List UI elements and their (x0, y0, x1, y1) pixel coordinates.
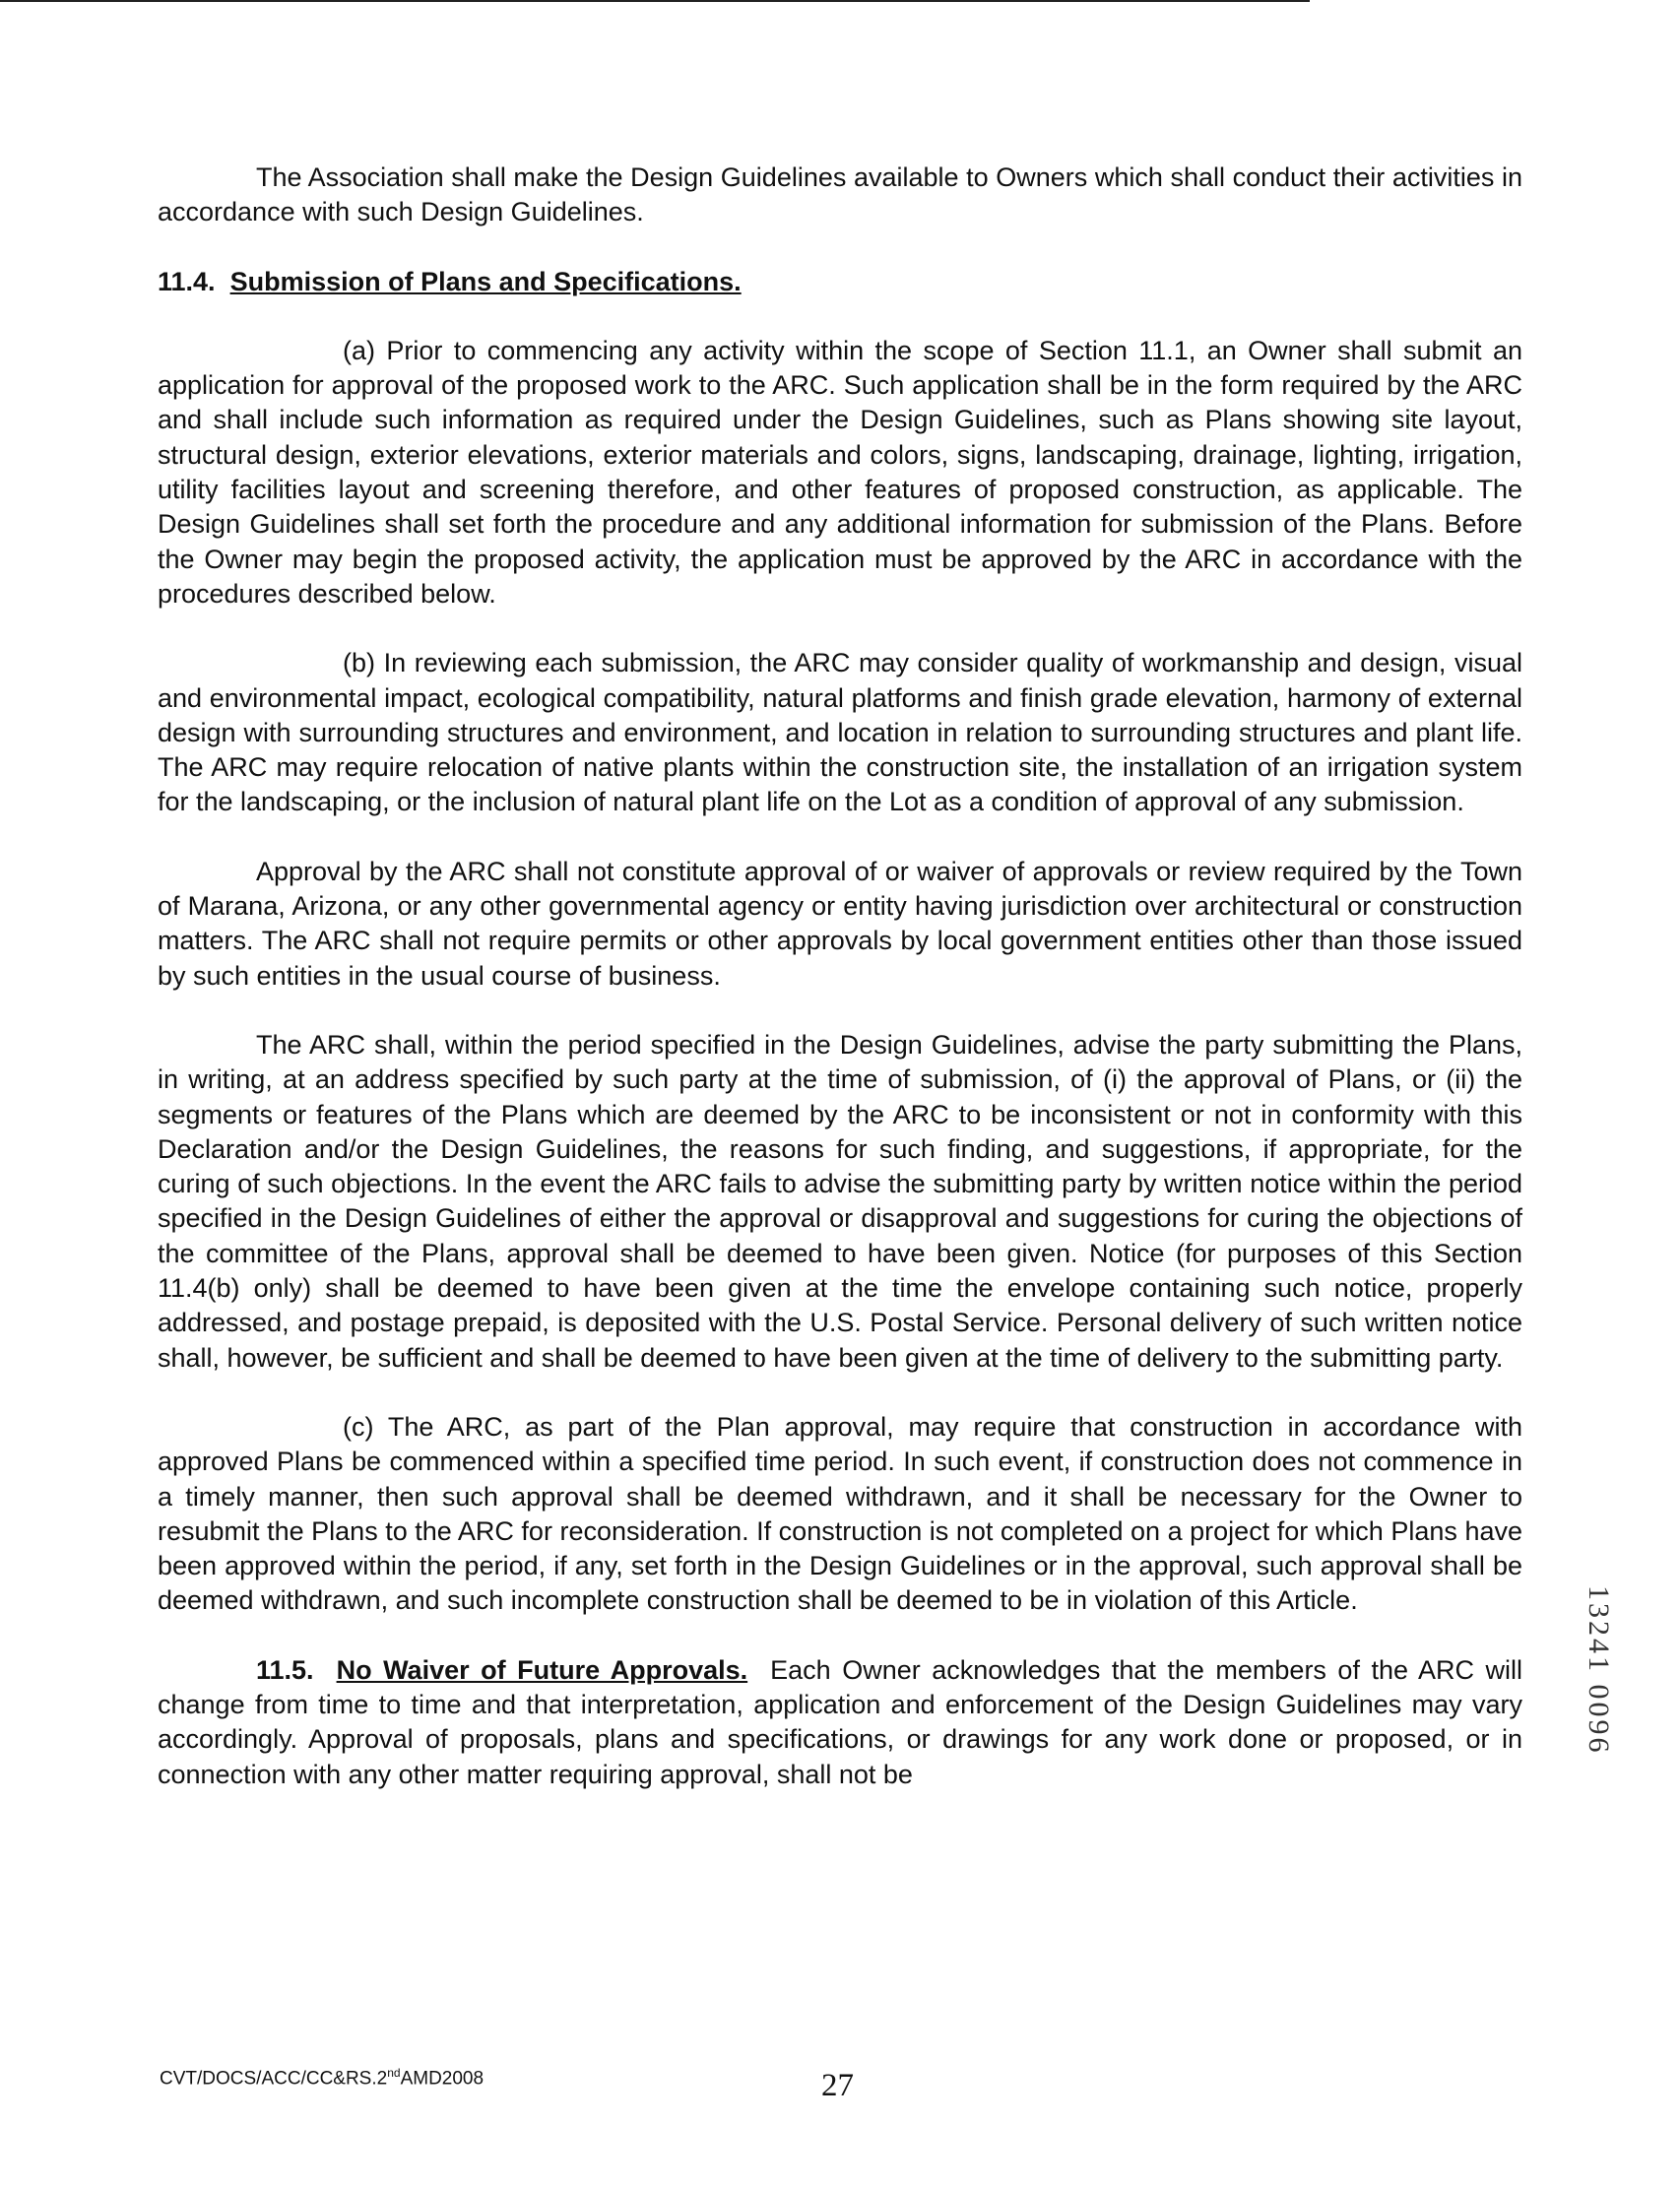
doc-ref-suffix: AMD2008 (400, 2068, 485, 2090)
page-number: 27 (821, 2068, 854, 2103)
document-body (158, 161, 1522, 1827)
section-11-5-paragraph (158, 1653, 1522, 1792)
paragraph-approval: Approval by the ARC shall not constitute approval of or waiver of approvals or review required by the Town of Marana, Arizona, or any other governmental agency or entity having jurisdiction over architectural or construction matters. The ARC shall not require permits or other approvals by local government entities other than those issued by such entities in the usual course of business. (158, 856, 1522, 991)
recording-stamp: 13241 0096 (1583, 1585, 1615, 1756)
section-11-5-number: 11.5. (256, 1654, 314, 1685)
doc-ref-prefix: CVT/DOCS/ACC/CC&RS.2 (160, 2068, 388, 2090)
section-11-4-heading (158, 265, 1522, 299)
section-11-5-title: No Waiver of Future Approvals. (336, 1654, 748, 1685)
section-11-4-number: 11.4. (158, 266, 216, 296)
document-reference (160, 2066, 484, 2090)
paragraph-b: (b) In reviewing each submission, the ARC may consider quality of workmanship and design, visual and environmental impact, ecological compatibility, natural platforms and finish grade elevation, harmony of external design with surrounding structures and environment, and location in relation to surrounding structures and plant life. The ARC may require relocation of native plants within the construction site, the installation of an irrigation system for the landscaping, or the inclusion of natural plant life on the Lot as a condition of approval of any submission. (158, 648, 1522, 817)
section-11-5-text: Each Owner acknowledges that the members of the ARC will change from time to time and that interpretation, application and enforcement of the Design Guidelines may vary accordingly. Approval of proposals, plans and specifications, or drawings for any work done or proposed, or in connection with any other matter requiring approval, shall not be (158, 1654, 1523, 1789)
scan-top-border (0, 0, 1310, 2)
doc-ref-sup: nd (387, 2066, 401, 2080)
paragraph-a: (a) Prior to commencing any activity within the scope of Section 11.1, an Owner shall submit an application for approval of the proposed work to the ARC. Such application shall be in the form required by the ARC and shall include such information as required under the Design Guidelines, such as Plans showing site layout, structural design, exterior elevations, exterior materials and colors, signs, landscaping, drainage, lighting, irrigation, utility facilities layout and screening therefore, and other features of proposed construction, as applicable. The Design Guidelines shall set forth the procedure and any additional information for submission of the Plans. Before the Owner may begin the proposed activity, the application must be approved by the ARC in accordance with the procedures described below. (158, 335, 1522, 609)
intro-paragraph: The Association shall make the Design Guidelines available to Owners which shall conduct their activities in accordance with such Design Guidelines. (158, 162, 1522, 227)
section-11-4-title: Submission of Plans and Specifications. (229, 266, 742, 296)
paragraph-c: (c) The ARC, as part of the Plan approval, may require that construction in accordance with approved Plans be commenced within a specified time period. In such event, if construction does not commence in a timely manner, then such approval shall be deemed withdrawn, and it shall be necessary for the Owner to resubmit the Plans to the ARC for reconsideration. If construction is not completed on a project for which Plans have been approved within the period, if any, set forth in the Design Guidelines or in the approval, such approval shall be deemed withdrawn, and such incomplete construction shall be deemed to be in violation of this Article. (158, 1411, 1522, 1616)
paragraph-advise: The ARC shall, within the period specified in the Design Guidelines, advise the party submitting the Plans, in writing, at an address specified by such party at the time of submission, of (i) the approval of Plans, or (ii) the segments or features of the Plans which are deemed by the ARC to be inconsistent or not in conformity with this Declaration and/or the Design Guidelines, the reasons for such finding, and suggestions, if appropriate, for the curing of such objections. In the event the ARC fails to advise the submitting party by written notice within the period specified in the Design Guidelines of either the approval or disapproval and suggestions for curing the objections of the committee of the Plans, approval shall be deemed to have been given. Notice (for purposes of this Section 11.4(b) only) shall be deemed to have been given at the time the envelope containing such notice, properly addressed, and postage prepaid, is deposited with the U.S. Postal Service. Personal delivery of such written notice shall, however, be sufficient and shall be deemed to have been given at the time of delivery to the submitting party. (158, 1029, 1522, 1373)
